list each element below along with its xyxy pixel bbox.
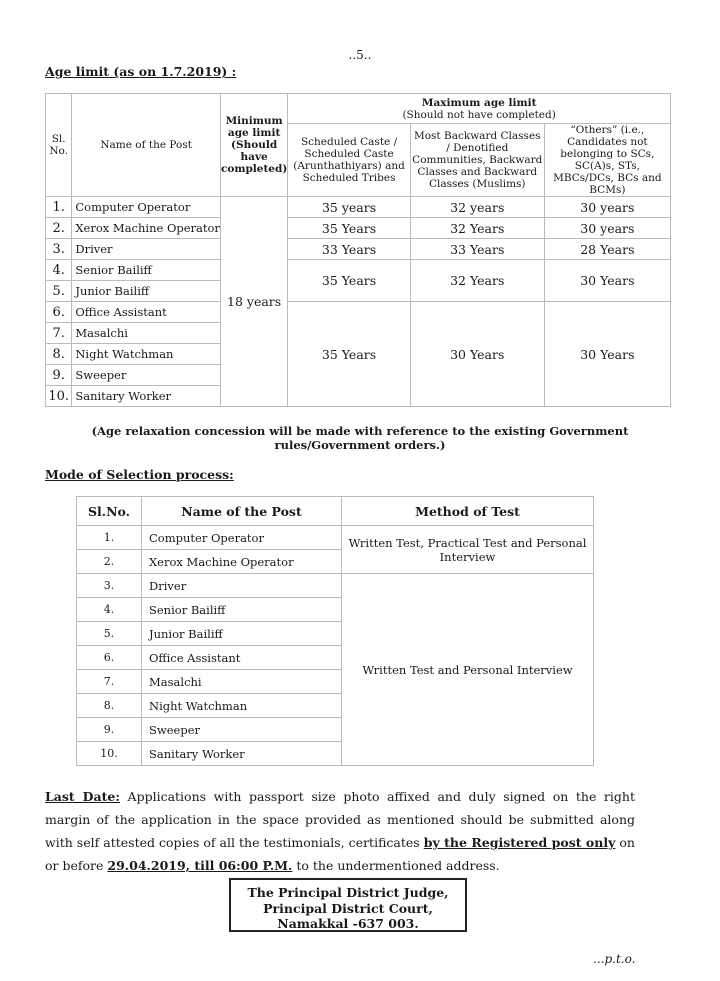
cell-others: 30 years <box>544 197 670 218</box>
selection-heading: Mode of Selection process: <box>45 467 234 482</box>
header-post: Name of the Post <box>72 94 221 197</box>
cell-others: 30 years <box>544 218 670 239</box>
row-sl: 4. <box>77 598 142 622</box>
cell-sc: 35 Years <box>288 218 411 239</box>
row-post: Masalchi <box>72 323 221 344</box>
cell-sc: 35 Years <box>288 302 411 407</box>
row-sl: 1. <box>46 197 72 218</box>
cell-mbc: 30 Years <box>410 302 544 407</box>
row-sl: 10. <box>77 742 142 766</box>
table-row <box>46 239 671 260</box>
row-post: Night Watchman <box>142 694 342 718</box>
header-method: Method of Test <box>342 497 594 526</box>
row-sl: 2. <box>46 218 72 239</box>
header-minimum-age: Minimum age limit (Should have completed) <box>220 94 287 197</box>
row-post: Masalchi <box>142 670 342 694</box>
table-row <box>46 218 671 239</box>
age-limit-table <box>45 93 671 407</box>
row-post: Driver <box>72 239 221 260</box>
row-post: Computer Operator <box>142 526 342 550</box>
header-maximum-sub: (Should not have completed) <box>402 108 556 121</box>
row-sl: 8. <box>46 344 72 365</box>
row-post: Xerox Machine Operator <box>72 218 221 239</box>
row-sl: 5. <box>46 281 72 302</box>
header-maximum-age <box>288 94 671 124</box>
cell-mbc: 32 years <box>410 197 544 218</box>
last-date-label: Last Date: <box>45 789 120 804</box>
cell-mbc: 32 Years <box>410 260 544 302</box>
row-sl: 7. <box>77 670 142 694</box>
row-post: Junior Bailiff <box>142 622 342 646</box>
cell-others: 30 Years <box>544 302 670 407</box>
last-date-paragraph <box>45 785 635 877</box>
row-post: Senior Bailiff <box>142 598 342 622</box>
selection-table <box>76 496 594 766</box>
row-sl: 6. <box>46 302 72 323</box>
row-post: Sweeper <box>72 365 221 386</box>
row-sl: 3. <box>77 574 142 598</box>
header-mbc: Most Backward Classes / Denotified Communities, Backward Classes and Backward Classes (Muslims) <box>410 124 544 197</box>
row-sl: 1. <box>77 526 142 550</box>
method-cell: Written Test, Practical Test and Personal Interview <box>342 526 594 574</box>
cell-others: 30 Years <box>544 260 670 302</box>
row-sl: 10. <box>46 386 72 407</box>
row-post: Xerox Machine Operator <box>142 550 342 574</box>
header-maximum-title: Maximum age limit <box>421 96 537 109</box>
cell-mbc: 33 Years <box>410 239 544 260</box>
row-post: Office Assistant <box>72 302 221 323</box>
row-post: Night Watchman <box>72 344 221 365</box>
row-sl: 6. <box>77 646 142 670</box>
row-sl: 5. <box>77 622 142 646</box>
address-box <box>229 878 467 932</box>
header-sl: Sl. No. <box>46 94 72 197</box>
address-line: The Principal District Judge, <box>247 885 449 900</box>
page-number: ..5.. <box>348 48 372 62</box>
row-sl: 9. <box>77 718 142 742</box>
table-row <box>77 526 594 550</box>
row-sl: 9. <box>46 365 72 386</box>
table-row <box>46 260 671 281</box>
registered-post-note: by the Registered post only <box>423 835 616 850</box>
age-relaxation-note: (Age relaxation concession will be made with reference to the existing Government rules/Government orders.) <box>91 424 629 452</box>
min-age: 18 years <box>220 197 287 407</box>
row-post: Office Assistant <box>142 646 342 670</box>
last-date-text: to the undermentioned address. <box>292 858 500 873</box>
deadline-date: 29.04.2019, till 06:00 P.M. <box>107 858 293 873</box>
header-post: Name of the Post <box>142 497 342 526</box>
row-sl: 7. <box>46 323 72 344</box>
row-post: Junior Bailiff <box>72 281 221 302</box>
row-sl: 2. <box>77 550 142 574</box>
header-others: “Others” (i.e., Candidates not belonging to SCs, SC(A)s, STs, MBCs/DCs, BCs and BCMs) <box>544 124 670 197</box>
row-post: Sweeper <box>142 718 342 742</box>
row-post: Sanitary Worker <box>72 386 221 407</box>
cell-sc: 35 years <box>288 197 411 218</box>
row-post: Senior Bailiff <box>72 260 221 281</box>
row-sl: 3. <box>46 239 72 260</box>
table-row <box>46 302 671 323</box>
row-sl: 8. <box>77 694 142 718</box>
address-line: Namakkal -637 003. <box>277 916 419 931</box>
row-post: Sanitary Worker <box>142 742 342 766</box>
address-line: Principal District Court, <box>263 900 433 916</box>
header-sc: Scheduled Caste / Scheduled Caste (Arunthathiyars) and Scheduled Tribes <box>288 124 411 197</box>
table-row <box>46 197 671 218</box>
method-cell: Written Test and Personal Interview <box>342 574 594 766</box>
last-date-text: Applications with passport size photo affixed and duly signed on the right margin of the application in the space provided as mentioned should be submitted along with self attested copies of all the testimonials, certificates <box>45 789 635 850</box>
cell-others: 28 Years <box>544 239 670 260</box>
cell-sc: 33 Years <box>288 239 411 260</box>
cell-mbc: 32 Years <box>410 218 544 239</box>
row-post: Driver <box>142 574 342 598</box>
age-limit-heading: Age limit (as on 1.7.2019) : <box>45 64 237 79</box>
row-post: Computer Operator <box>72 197 221 218</box>
last-date-text: on or before <box>45 835 635 873</box>
table-row <box>77 574 594 598</box>
header-sl: Sl.No. <box>77 497 142 526</box>
row-sl: 4. <box>46 260 72 281</box>
cell-sc: 35 Years <box>288 260 411 302</box>
pto-note: ...p.t.o. <box>593 952 636 966</box>
